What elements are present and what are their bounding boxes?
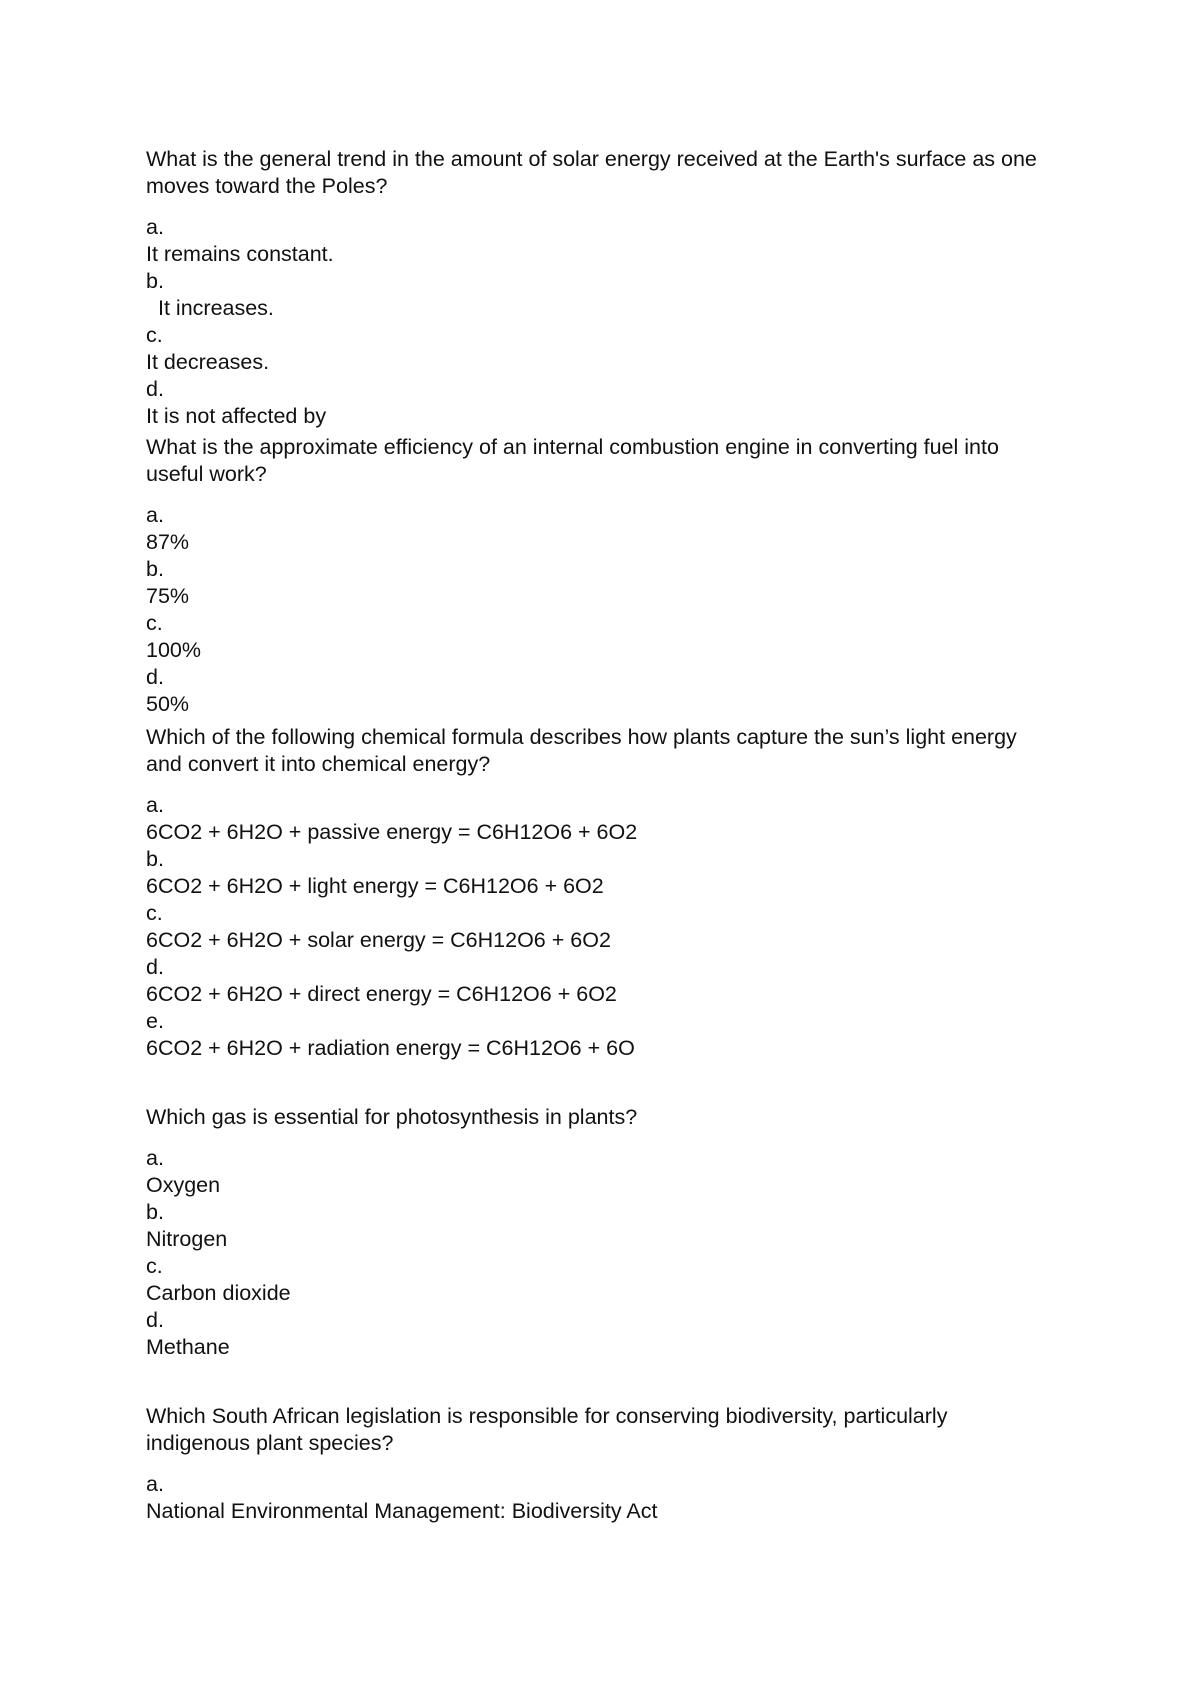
- question-text: Which gas is essential for photosynthesis in plants?: [146, 1105, 638, 1129]
- question-text: Which of the following chemical formula describes how plants capture the sun’s light energy and convert it into chemical energy?: [146, 725, 1017, 776]
- option-label: d.: [146, 955, 164, 979]
- option-list: [146, 792, 1046, 1062]
- option-label: a.: [146, 1472, 164, 1496]
- option-label: c.: [146, 323, 163, 347]
- option-label: d.: [146, 377, 164, 401]
- option-label: b.: [146, 557, 164, 581]
- option-list: [146, 1145, 1046, 1361]
- question-block-1: [146, 146, 1046, 430]
- question-block-4: [146, 1104, 1046, 1361]
- option-text: It is not affected by: [146, 404, 327, 428]
- option-label: e.: [146, 1009, 164, 1033]
- option-text: It remains constant.: [146, 242, 334, 266]
- option-text: 50%: [146, 692, 190, 716]
- option-text: 75%: [146, 584, 190, 608]
- option-label: b.: [146, 847, 164, 871]
- option-text: National Environmental Management: Biodiversity Act: [146, 1499, 658, 1523]
- option-text: Oxygen: [146, 1173, 221, 1197]
- option-label: c.: [146, 1254, 163, 1278]
- document-content: [146, 146, 1046, 1525]
- option-text: Methane: [146, 1335, 230, 1359]
- option-text: It decreases.: [146, 350, 270, 374]
- option-label: a.: [146, 793, 164, 817]
- option-text: 6CO2 + 6H2O + radiation energy = C6H12O6 + 6O: [146, 1036, 635, 1060]
- option-label: a.: [146, 1146, 164, 1170]
- option-label: b.: [146, 269, 164, 293]
- question-block-2: [146, 434, 1046, 718]
- option-text: Nitrogen: [146, 1227, 228, 1251]
- question-text: Which South African legislation is responsible for conserving biodiversity, particularly indigenous plant species?: [146, 1404, 948, 1455]
- option-label: c.: [146, 611, 163, 635]
- option-text: It increases.: [158, 296, 274, 320]
- option-label: d.: [146, 1308, 164, 1332]
- option-list: [146, 502, 1046, 718]
- option-label: c.: [146, 901, 163, 925]
- question-text: What is the general trend in the amount of solar energy received at the Earth's surface as one moves toward the Poles?: [146, 147, 1037, 198]
- option-text: 87%: [146, 530, 190, 554]
- option-text: 6CO2 + 6H2O + passive energy = C6H12O6 + 6O2: [146, 820, 638, 844]
- question-block-5: [146, 1403, 1046, 1525]
- question-text: What is the approximate efficiency of an internal combustion engine in converting fuel into useful work?: [146, 435, 999, 486]
- option-label: b.: [146, 1200, 164, 1224]
- option-label: a.: [146, 215, 164, 239]
- option-label: a.: [146, 503, 164, 527]
- option-list: [146, 1471, 1046, 1525]
- question-block-3: [146, 724, 1046, 1062]
- option-label: d.: [146, 665, 164, 689]
- option-text: 6CO2 + 6H2O + light energy = C6H12O6 + 6O2: [146, 874, 604, 898]
- option-text: 100%: [146, 638, 201, 662]
- option-text: 6CO2 + 6H2O + solar energy = C6H12O6 + 6O2: [146, 928, 611, 952]
- option-list: [146, 214, 1046, 430]
- option-text: 6CO2 + 6H2O + direct energy = C6H12O6 + 6O2: [146, 982, 617, 1006]
- option-text: Carbon dioxide: [146, 1281, 291, 1305]
